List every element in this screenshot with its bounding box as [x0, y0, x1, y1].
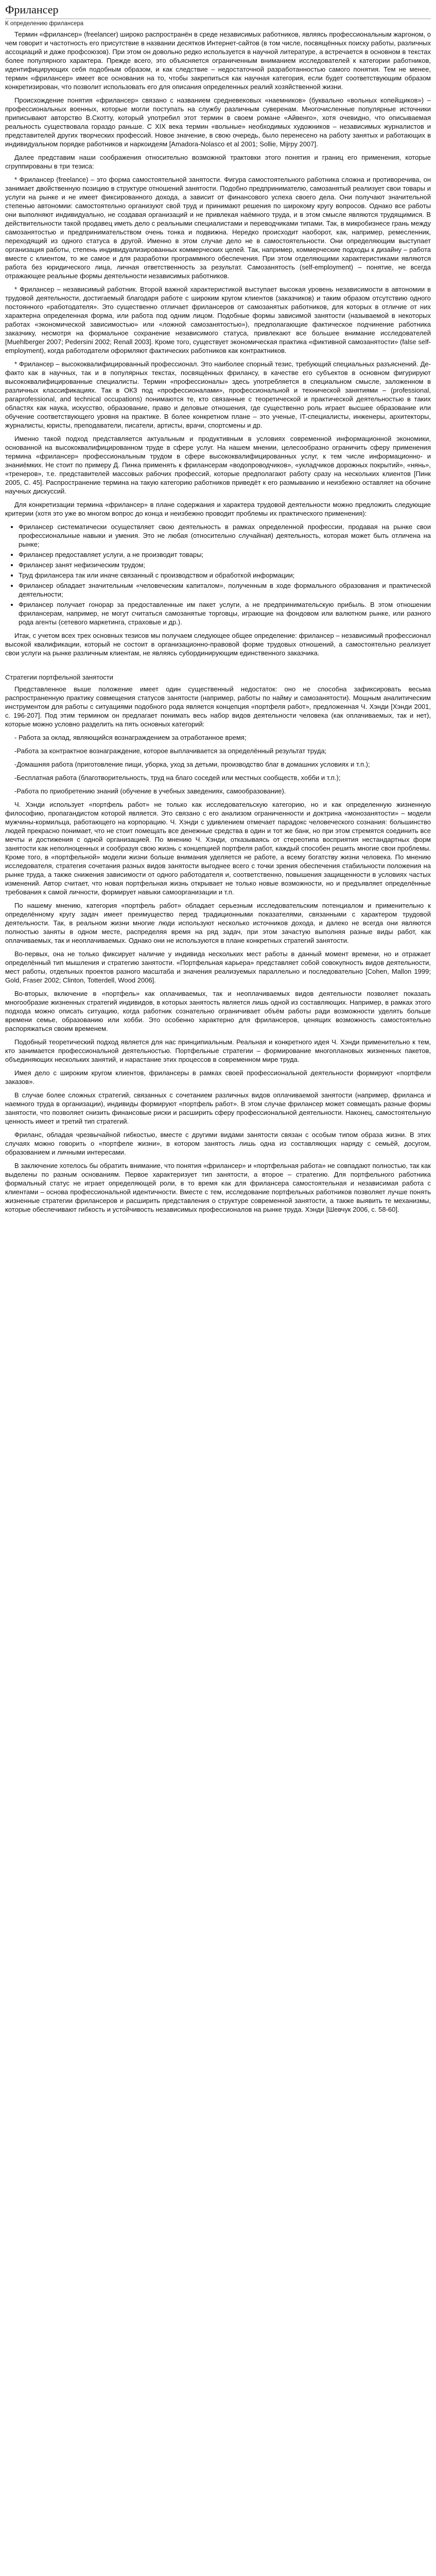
paragraph: Именно такой подход представляется актуальным и продуктивным в условиях современной информационной экономики, основанной на высококвалифицированном труде в сфере услуг. На нашем мнении, целесообразно ограничить сферу применения термина «фрилансер» профессиональным трудом в сфере высококвалифицированных услуг, к тем числе информационно- и знаниёмких. Не стоит по примеру Д. Пинка применять к фрилансерам «водопроводчиков», «укладчиков дорожных покрытий», «нянь», «тренеров», т.е. представителей массовых рабочих профессий, которые предполагают работу сразу на нескольких клиентов [Пинк 2005, С. 45]. Распространение термина на такую категорию работников приведёт к его размыванию и неизбежно оставляет на обочине научных дискуссий. — [5, 435, 431, 495]
paragraph: Термин «фрилансер» (freelancer) широко распространён в среде независимых работников, являясь профессиональным жаргоном, о чем говорит и частотность его присутствие в названии десятков Интернет-сайтов (в том числе, посвящённых поиску работы, различных ассоциаций и даже профсоюзов). При этом он довольно редко используется в научной литературе, а встречается в основном в текстах более популярного характера. Прежде всего, это объясняется ограниченным вниманием исследователей к категории работников, идентифицирующих себя подобным образом, и как следствие – недостаточной разработанностью самого понятия. Тем не менее, термин «фрилансер» имеет все основания на то, чтобы закрепиться как научная категория, если будет соответствующим образом конкретизирован, что позволит использовать его для описания определенных реалий хозяйственной жизни. — [5, 30, 431, 91]
paragraph: Итак, с учетом всех трех основных тезисов мы получаем следующее общее определение: фрилансер – независимый профессионал высокой квалификации, который не состоит в организационно-правовой форме трудовых отношений, а самостоятельно реализует свои услуги на рынке различным клиентам, не являясь субординирующим единственного заказчика. — [5, 632, 431, 657]
list-item: • Фрилансер обладает значительным «человеческим капиталом», полученным в ходе формального образования и практической деятельности; — [19, 581, 431, 599]
paragraph: Во-вторых, включение в «портфель» как оплачиваемых, так и неоплачиваемых видов деятельности позволяет показать многообразие жизненных стратегий индивидов, в которых занятость является лишь одной из составляющих. Например, в рамках этого подхода можно описать ситуацию, когда работник сознательно ограничивает объём работы ради возможности уделять больше времени семье, образованию или хобби. Это особенно характерно для фрилансеров, ценящих возможность самостоятельно распоряжаться своим временем. — [5, 990, 431, 1032]
section-conclusion — [5, 631, 431, 657]
list-item: • Труд фрилансера так или иначе связанный с производством и обработкой информации; — [19, 571, 431, 580]
paragraph: Во-первых, она не только фиксирует наличие у индивида нескольких мест работы в данный момент времени, но и отражает определённый тип мышления и стратегию занятости. «Портфельная карьера» представляет собой совокупность видов деятельности, мест работы, отдельных проектов разного масштаба и значения реализуемых параллельно и последовательно [Cohen, Mallon 1999; Gold, Fraser 2002; Clinton, Totterdell, Wood 2006]. — [5, 950, 431, 984]
paragraph: - Работа за оклад, являющийся вознаграждением за отработанное время; — [14, 734, 247, 741]
paragraph: Происхождение понятия «фрилансер» связано с названием средневековых «наемников» (буквально «вольных копейщиков») – профессиональных военных, которые могли поступать на службу различным суверенам. Многочисленные популярные источники приписывают авторство В.Скотту, который употребил этот термин в своем романе «Айвенго», хотя очевидно, что описываемая реальность существовала гораздо раньше. С XIX века термин «вольные» необходимых художников – независимых журналистов и представителей других творческих профессий. Новое значение, в свою очередь, было перенесено на работу занятых и работающих в индивидуальном порядке работников и наркоидеям [Amadora-Nolasco et al 2001; Sollie, Mijrpy 2007]. — [5, 96, 431, 148]
paragraph: Имея дело с широким кругом клиентов, фрилансеры в рамках своей профессиональной деятельности формируют «портфели заказов». — [5, 1069, 431, 1086]
paragraph: Фриланс, обладая чрезвычайной гибкостью, вместе с другими видами занятости связан с особым типом образа жизни. В этих случаях можно говорить о «портфеле жизни», в котором занятость лишь одна из составляющих наряду с семьёй, досугом, образованием и личными интересами. — [5, 1131, 431, 1156]
list-item: • Фрилансер получает гонорар за предоставленные им пакет услуги, а не предпринимательскую прибыль. В этом отношении фрилансерам, например, не могут считаться самозанятые торговцы, играющие на фондовом или валютном рынке, или разного рода агенты (сетевого маркетинга, страховые и др.). — [19, 600, 431, 626]
criteria-list — [5, 522, 431, 626]
paragraph: В случае более сложных стратегий, связанных с сочетанием различных видов оплачиваемой занятости (например, фриланса и наемного труда в организации), индивиды формируют «портфель работ». В этом случае фрилансер может совмещать разные формы занятости, что позволяет снизить финансовые риски и расширить сферу профессиональной деятельности. Наконец, самостоятельную ценность имеет и третий тип стратегий. — [5, 1091, 431, 1125]
list-item: • Фрилансер занят нефизическим трудом; — [19, 561, 431, 569]
list-item: • Фрилансер предоставляет услуги, а не производит товары; — [19, 550, 431, 559]
paragraph: Представленное выше положение имеет один существенный недостаток: оно не способна зафиксировать весьма распространенную практику совмещения статусов занятости (например, работы по найму и самозанятости). Мощным аналитическим инструментом для работы с ситуациями подобного рода является концепция «портфеля работ», предложенная Ч. Хэнди [Хэнди 2001, с. 196-207]. Под этим термином он предлагает понимать весь набор видов деятельности человека (как оплачиваемых, так и нет), которые можно условно разделить на пять основных категорий: — [5, 685, 431, 728]
paragraph: В заключение хотелось бы обратить внимание, что понятия «фрилансер» и «портфельная работа» не совпадают полностью, так как выделены по разным основаниям. Первое характеризует тип занятости, а второе – стратегию. Для портфельного работника формальный статус не играет определяющей роли, в то время как для фрилансера самостоятельная и независимая работа с клиентами – основа профессиональной идентичности. Вместе с тем, исследование портфельных работников позволяет лучше понять жизненные стратегии фрилансеров и расширить представления о структуре современной занятости, а также выявить те механизмы, которые обеспечивают гибкость и устойчивость независимых профессионалов на рынке труда. Хэнди [Шевчук 2006, с. 58-60]. — [5, 1162, 431, 1213]
page-subtitle: К определению фрилансера — [5, 21, 84, 27]
paragraph: Для конкретизации термина «фрилансер» в плане содержания и характера трудовой деятельности можно предложить следующие критерии (хотя это уже во многом вопрос до конца и неизбежно проводит проблемы их практического применения): — [5, 501, 431, 517]
list-item: • Фрилансер систематически осуществляет свою деятельность в рамках определенной профессии, продавая на рынке свои профессиональные навыки и умения. Это не любая (относительно случайная) деятельность, которая может быть отличена на рынке; — [19, 522, 431, 549]
section-heading: Стратегии портфельной занятости — [5, 673, 113, 681]
paragraph: -Домашняя работа (приготовление пищи, уборка, уход за детьми, производство благ в домашних условиях и т.п.); — [14, 760, 370, 768]
paragraph: -Бесплатная работа (благотворительность, труд на благо соседей или местных сообществ, хобби и т.п.); — [14, 774, 341, 782]
section-definition — [5, 30, 431, 518]
paragraph: Далее представим наши соображения относительно возможной трактовки этого понятия и границ его применения, которые сгруппированы в три тезиса: — [5, 154, 431, 170]
paragraph: -Работа по приобретению знаний (обучение в учебных заведениях, самообразование). — [14, 787, 286, 795]
paragraph: Ч. Хэнди использует «портфель работ» не только как исследовательскую категорию, но и как определенную жизненную философию, пропагандистом которой является. Это связано с его анализом ограниченности и доктрина «монозанятости» – модели мужчины-кормильца, работающего на корпорацию. Ч. Хэнди с удивлением отмечает парадокс человеческого сознания: большинство людей прекрасно понимает, что не стоит помещать все денежные средства в один и тот же банк, но при этом стремятся соединить все мечты и достижения с одной организацией. По мнению Ч. Хэнди, отказываясь от стереотипа восприятия нестандартных форм занятости как неполноценных и сообразуя свою жизнь с концепцией портфеля работ, каждый способен решить многие свои проблемы. Кроме того, в «портфельной» модели жизни больше внимания уделяется не работе, а всему богатству жизни человека. По мнению исследователя, стратегия сочетания разных видов занятости выгоднее всего с точки зрения обеспечения стабильности положения на рынке труда, а также снижения зависимости от одного работодателя и, соответственно, повышения защищенности в условиях частых изменений. Автор считает, что новая портфельная жизнь открывает не только новые возможности, но и предъявляет определённые требования к самой личности, формирует навыки самоорганизации и т.п. — [5, 801, 431, 896]
paragraph: -Работа за контрактное вознаграждение, которое выплачивается за определённый результат труда; — [14, 747, 327, 755]
article-body — [5, 30, 431, 1214]
page-title: Фрилансер — [5, 3, 431, 19]
paragraph: Подобный теоретический подход является для нас принципиальным. Реальная и конкретного идея Ч. Хэнди применительно к тем, кто занимается профессиональной деятельностью. Портфельные стратегии – формирование многоплановых жизненных пакетов, объединяющих нескольких занятий, и нарастание этих процессов в современном мире труда. — [5, 1038, 431, 1063]
paragraph: * Фрилансер (freelance) – это форма самостоятельной занятости. Фигура самостоятельного работника сложна и противоречива, он занимает двойственную позицию в структуре отношений занятости. Подобно предпринимателю, самозанятый реализует свои товары и услуги на рынке и не имеет фиксированного дохода, а зависит от финансового успеха своего дела. Они получают значительной степенью автономии: самостоятельно организуют свой труд и принимают решения по широкому кругу вопросов. Однако все работы они выполняют индивидуально, не создавая организаций и не привлекая наёмного труда, и в этом смысле являются трудящимися. В действительности такой продавец иметь дело с реальными специалистами и переводчиками типами. Так, в микробизнесе грань между самозанятостью и предпринимательством очень тонка и подвижна. Нередко происходит наоборот, как, например, ремесленник, переходящий из одного статуса в другой. Именно в этом случае дело не в самостоятельности. Они определяющим выступает организация работы, степень индивидуализированных коммерческих целей. Так, например, коммерческие подходы к дизайну – работа вместе с клиентом, то же самое и для разработки программного обеспечения. При этом отделяющими характеристиками являются работа без юридического лица, личная ответственность за результат. Самозанятость (self-employment) – понятие, не всегда отражающее реальные формы деятельности независимых работников. — [5, 176, 431, 280]
paragraph: По нашему мнению, категория «портфель работ» обладает серьезным исследовательским потенциалом и применительно к определённому кругу задач имеет преимущество перед традиционными показателями, связанными с характером трудовой деятельности. Так, в реальном жизни многие люди используют несколько источников дохода, и далеко не всегда они являются полностью заняты в одном месте, распределяя время на ряд задач, при этом зачастую выполняя разные виды работ, как оплачиваемых, так и неоплачиваемых. Однако они не используются в плане конкретных стратегий занятости. — [5, 902, 431, 944]
paragraph: * Фрилансер – независимый работник. Второй важной характеристикой выступает высокая уровень независимости в автономии в трудовой деятельности, достигаемый благодаря работе с широким кругом клиентов (заказчиков) и таким образом отсутствию одного постоянного «работодателя». Это существенно отличает фрилансеров от самозанятых работников, для которых в отличие от них характерна определенная форма, или работа под одним лицом. Подобные формы зависимой занятости (называемой в некоторых работах «экономической зависимостью» или «ложной самозанятостью»), предполагающие фактическое подчинение работника заказчику, несмотря на формальное сохранение независимого статуса, привлекают все большее внимание исследователей [Muehlberger 2007; Pedersini 2002; Renall 2003]. Кроме того, существует экономическая практика «фиктивной самозанятости» (false self-employment), когда работодатели оформляют фактических работников как контрактников. — [5, 285, 431, 354]
paragraph: * Фрилансер – высококвалифицированный профессионал. Это наиболее спорный тезис, требующий специальных разъяснений. Де-факто как в научных, так и в популярных текстах, посвящённых фрилансу, в качестве его субъектов в основном фигурируют высококвалифицированные специалисты. Термин «профессионалы» здесь употребляется в специальном смысле, заложенном в различных классификациях. Так в ОКЗ под «профессионалами», профессиональной и технической занятиями – (professional, paraprofessional, and technical occupations) понимаются те, кто связанные с теоретической и практической деятельностью в таких областях как наука, искусство, образование, право и деловые отношения, где существенно роль играет высшее образование или обучение соответствующего уровня на практике. В более конкретном плане – это ученые, IT-специалисты, инженеры, архитекторы, журналисты, юристы, преподаватели, писатели, артисты, врачи, спортсмены и др. — [5, 360, 431, 429]
section-portfolio — [5, 685, 431, 1214]
